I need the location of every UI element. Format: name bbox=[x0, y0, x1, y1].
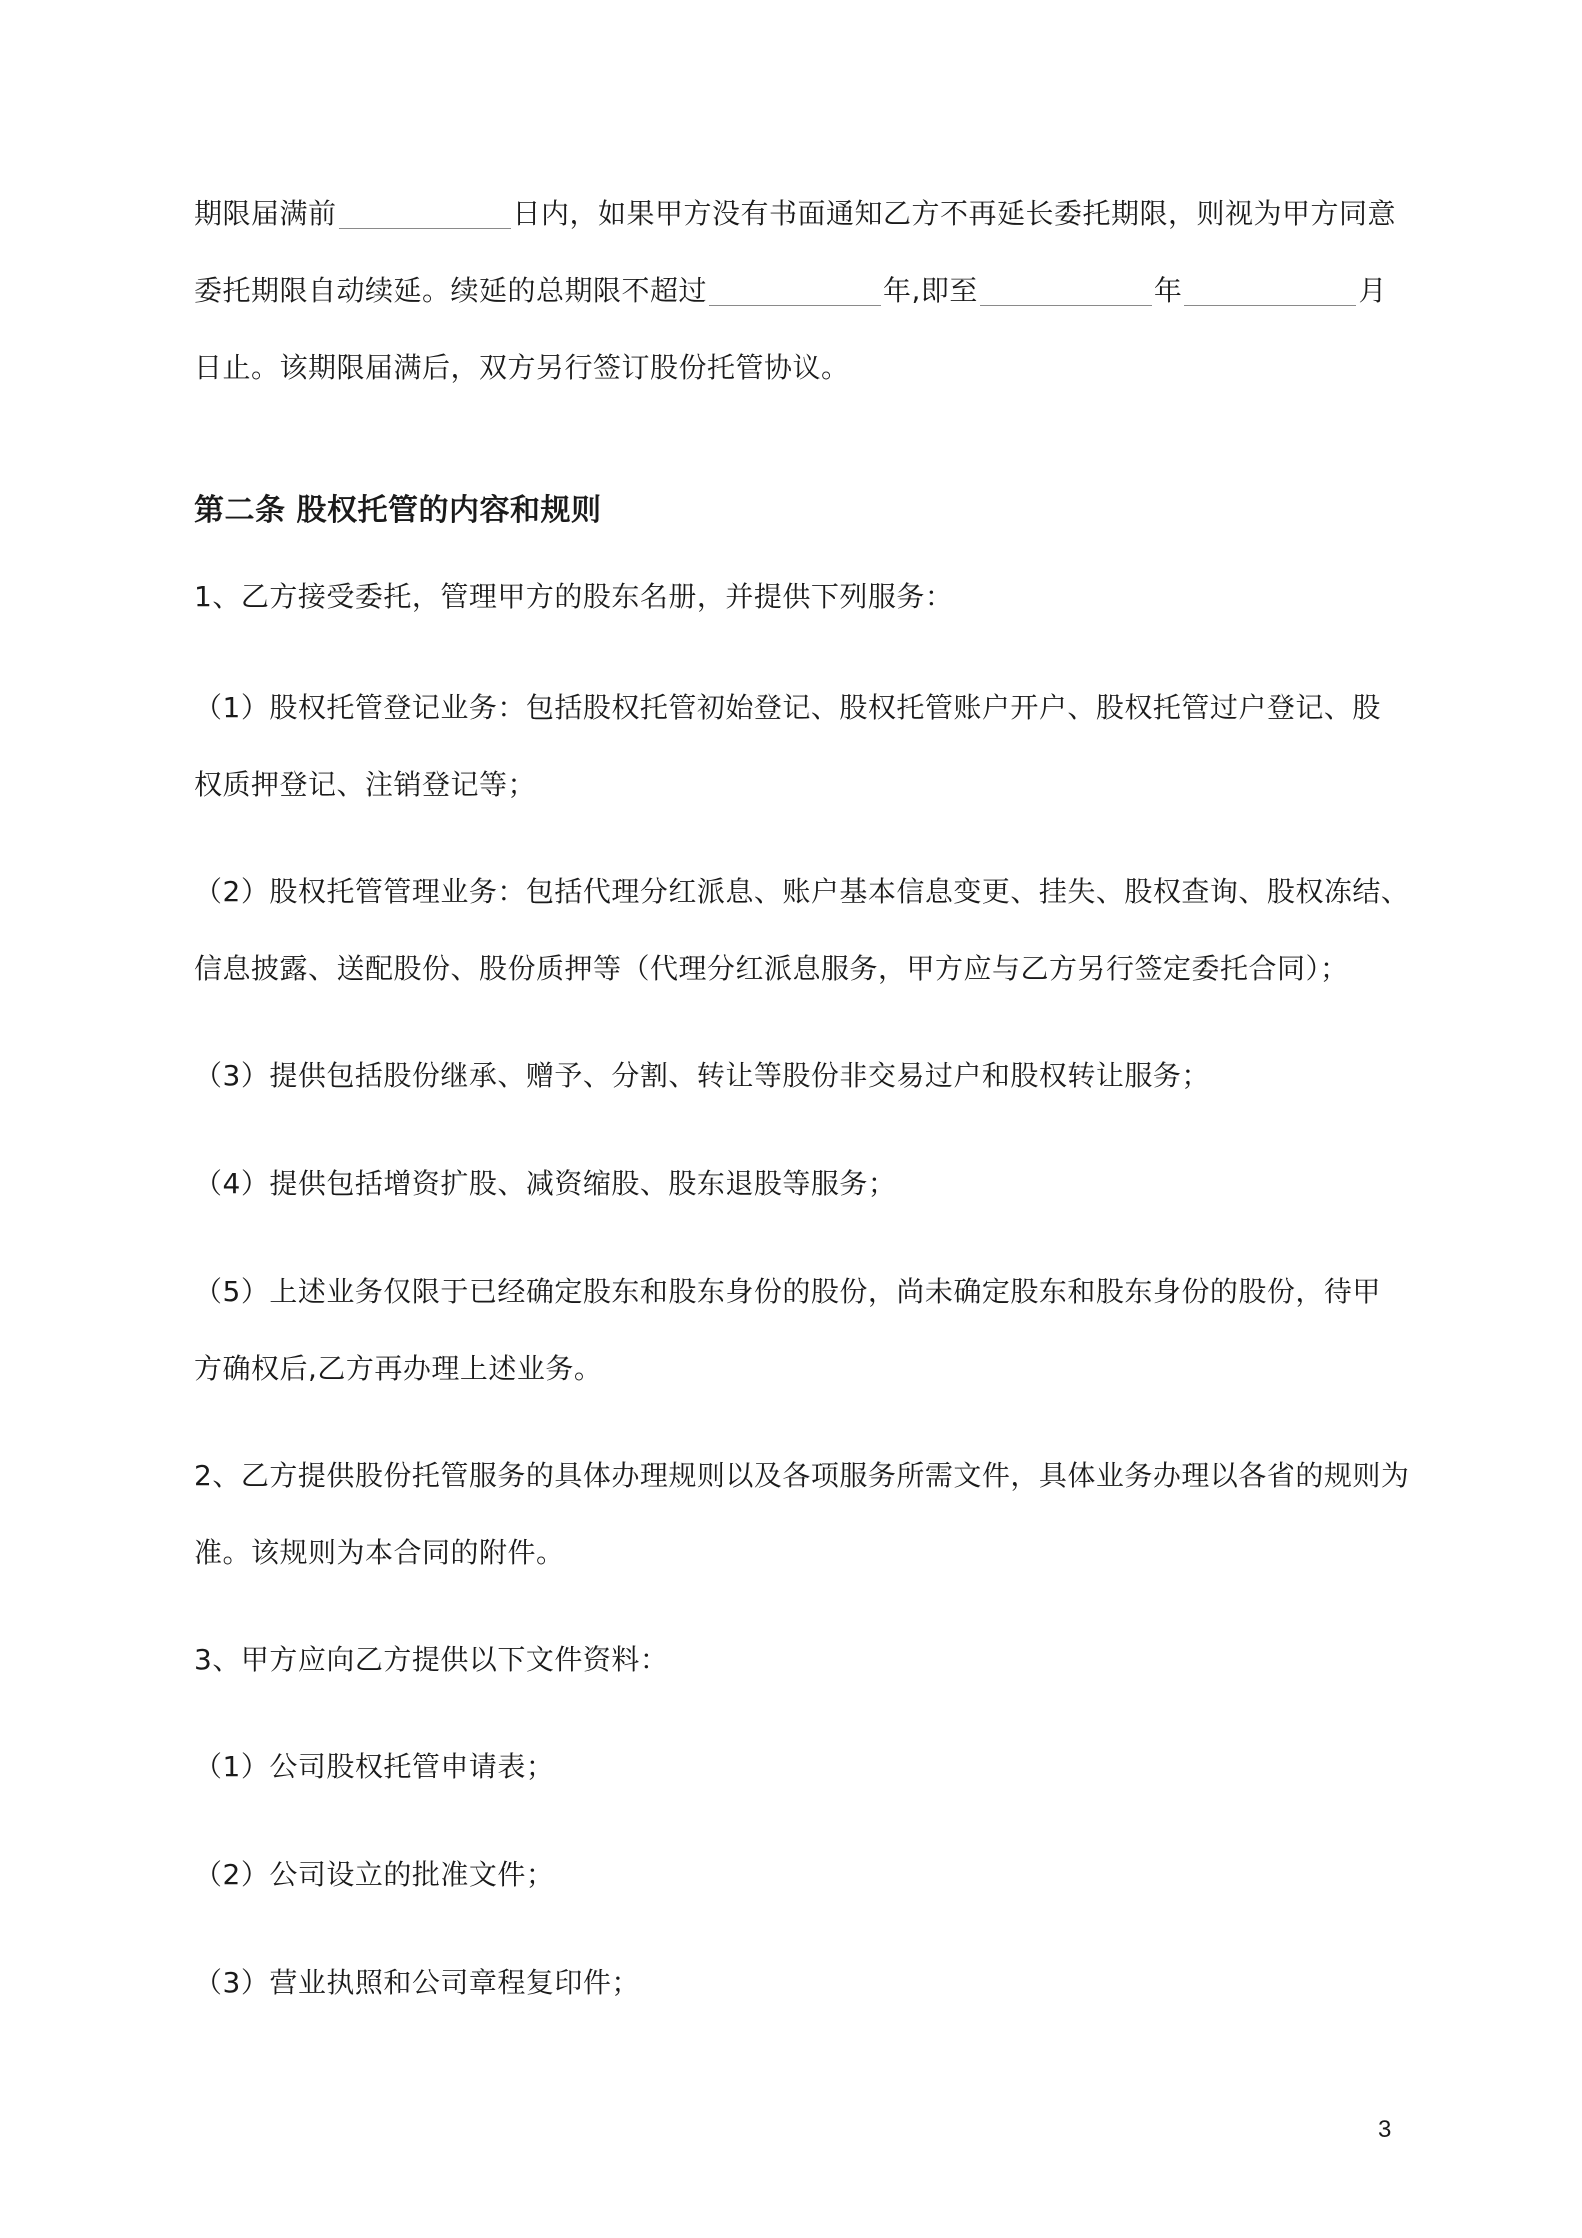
clause2-item3: 3、甲方应向乙方提供以下文件资料： bbox=[194, 1643, 669, 1676]
days-blank-field[interactable] bbox=[339, 198, 511, 229]
text-segment: 期限届满前 bbox=[194, 197, 337, 230]
sub-item-4: （4）提供包括增资扩股、减资缩股、股东退股等服务； bbox=[194, 1167, 897, 1200]
clause2-item2-line1: 2、乙方提供股份托管服务的具体办理规则以及各项服务所需文件，具体业务办理以各省的规则为 bbox=[194, 1459, 1410, 1492]
text-segment: 日内，如果甲方没有书面通知乙方不再延长委托期限，则视为甲方同意 bbox=[512, 197, 1397, 230]
clause2-item2-line2: 准。该规则为本合同的附件。 bbox=[194, 1536, 565, 1569]
end-year-blank-field[interactable] bbox=[980, 275, 1152, 306]
text-segment: 委托期限自动续延。续延的总期限不超过 bbox=[194, 274, 708, 307]
text-segment: 年,即至 bbox=[883, 274, 978, 307]
document-item-3: （3）营业执照和公司章程复印件； bbox=[194, 1966, 640, 1999]
sub-item-2-line2: 信息披露、送配股份、股份质押等（代理分红派息服务，甲方应与乙方另行签定委托合同）； bbox=[194, 952, 1349, 985]
end-month-blank-field[interactable] bbox=[1184, 275, 1356, 306]
text-segment: 年 bbox=[1153, 274, 1183, 307]
sub-item-5-line1: （5）上述业务仅限于已经确定股东和股东身份的股份，尚未确定股东和股东身份的股份，待甲 bbox=[194, 1275, 1381, 1308]
sub-item-5-line2: 方确权后,乙方再办理上述业务。 bbox=[194, 1352, 603, 1385]
sub-item-3: （3）提供包括股份继承、赠予、分割、转让等股份非交易过户和股权转让服务； bbox=[194, 1059, 1210, 1092]
clause1-line2 bbox=[194, 271, 1387, 311]
sub-item-1-line2: 权质押登记、注销登记等； bbox=[194, 768, 537, 801]
clause1-line1 bbox=[194, 194, 1396, 234]
sub-item-1-line1: （1）股权托管登记业务：包括股权托管初始登记、股权托管账户开户、股权托管过户登记、股 bbox=[194, 691, 1381, 724]
document-item-2: （2）公司设立的批准文件； bbox=[194, 1858, 555, 1891]
clause2-item1: 1、乙方接受委托，管理甲方的股东名册，并提供下列服务： bbox=[194, 580, 954, 613]
page-number: 3 bbox=[1378, 2116, 1392, 2143]
text-segment: 月 bbox=[1358, 274, 1387, 307]
total-years-blank-field[interactable] bbox=[709, 275, 881, 306]
clause1-line3: 日止。该期限届满后，双方另行签订股份托管协议。 bbox=[194, 351, 850, 384]
sub-item-2-line1: （2）股权托管管理业务：包括代理分红派息、账户基本信息变更、挂失、股权查询、股权冻结、 bbox=[194, 875, 1410, 908]
document-item-1: （1）公司股权托管申请表； bbox=[194, 1750, 555, 1783]
clause2-heading: 第二条 股权托管的内容和规则 bbox=[194, 493, 602, 528]
